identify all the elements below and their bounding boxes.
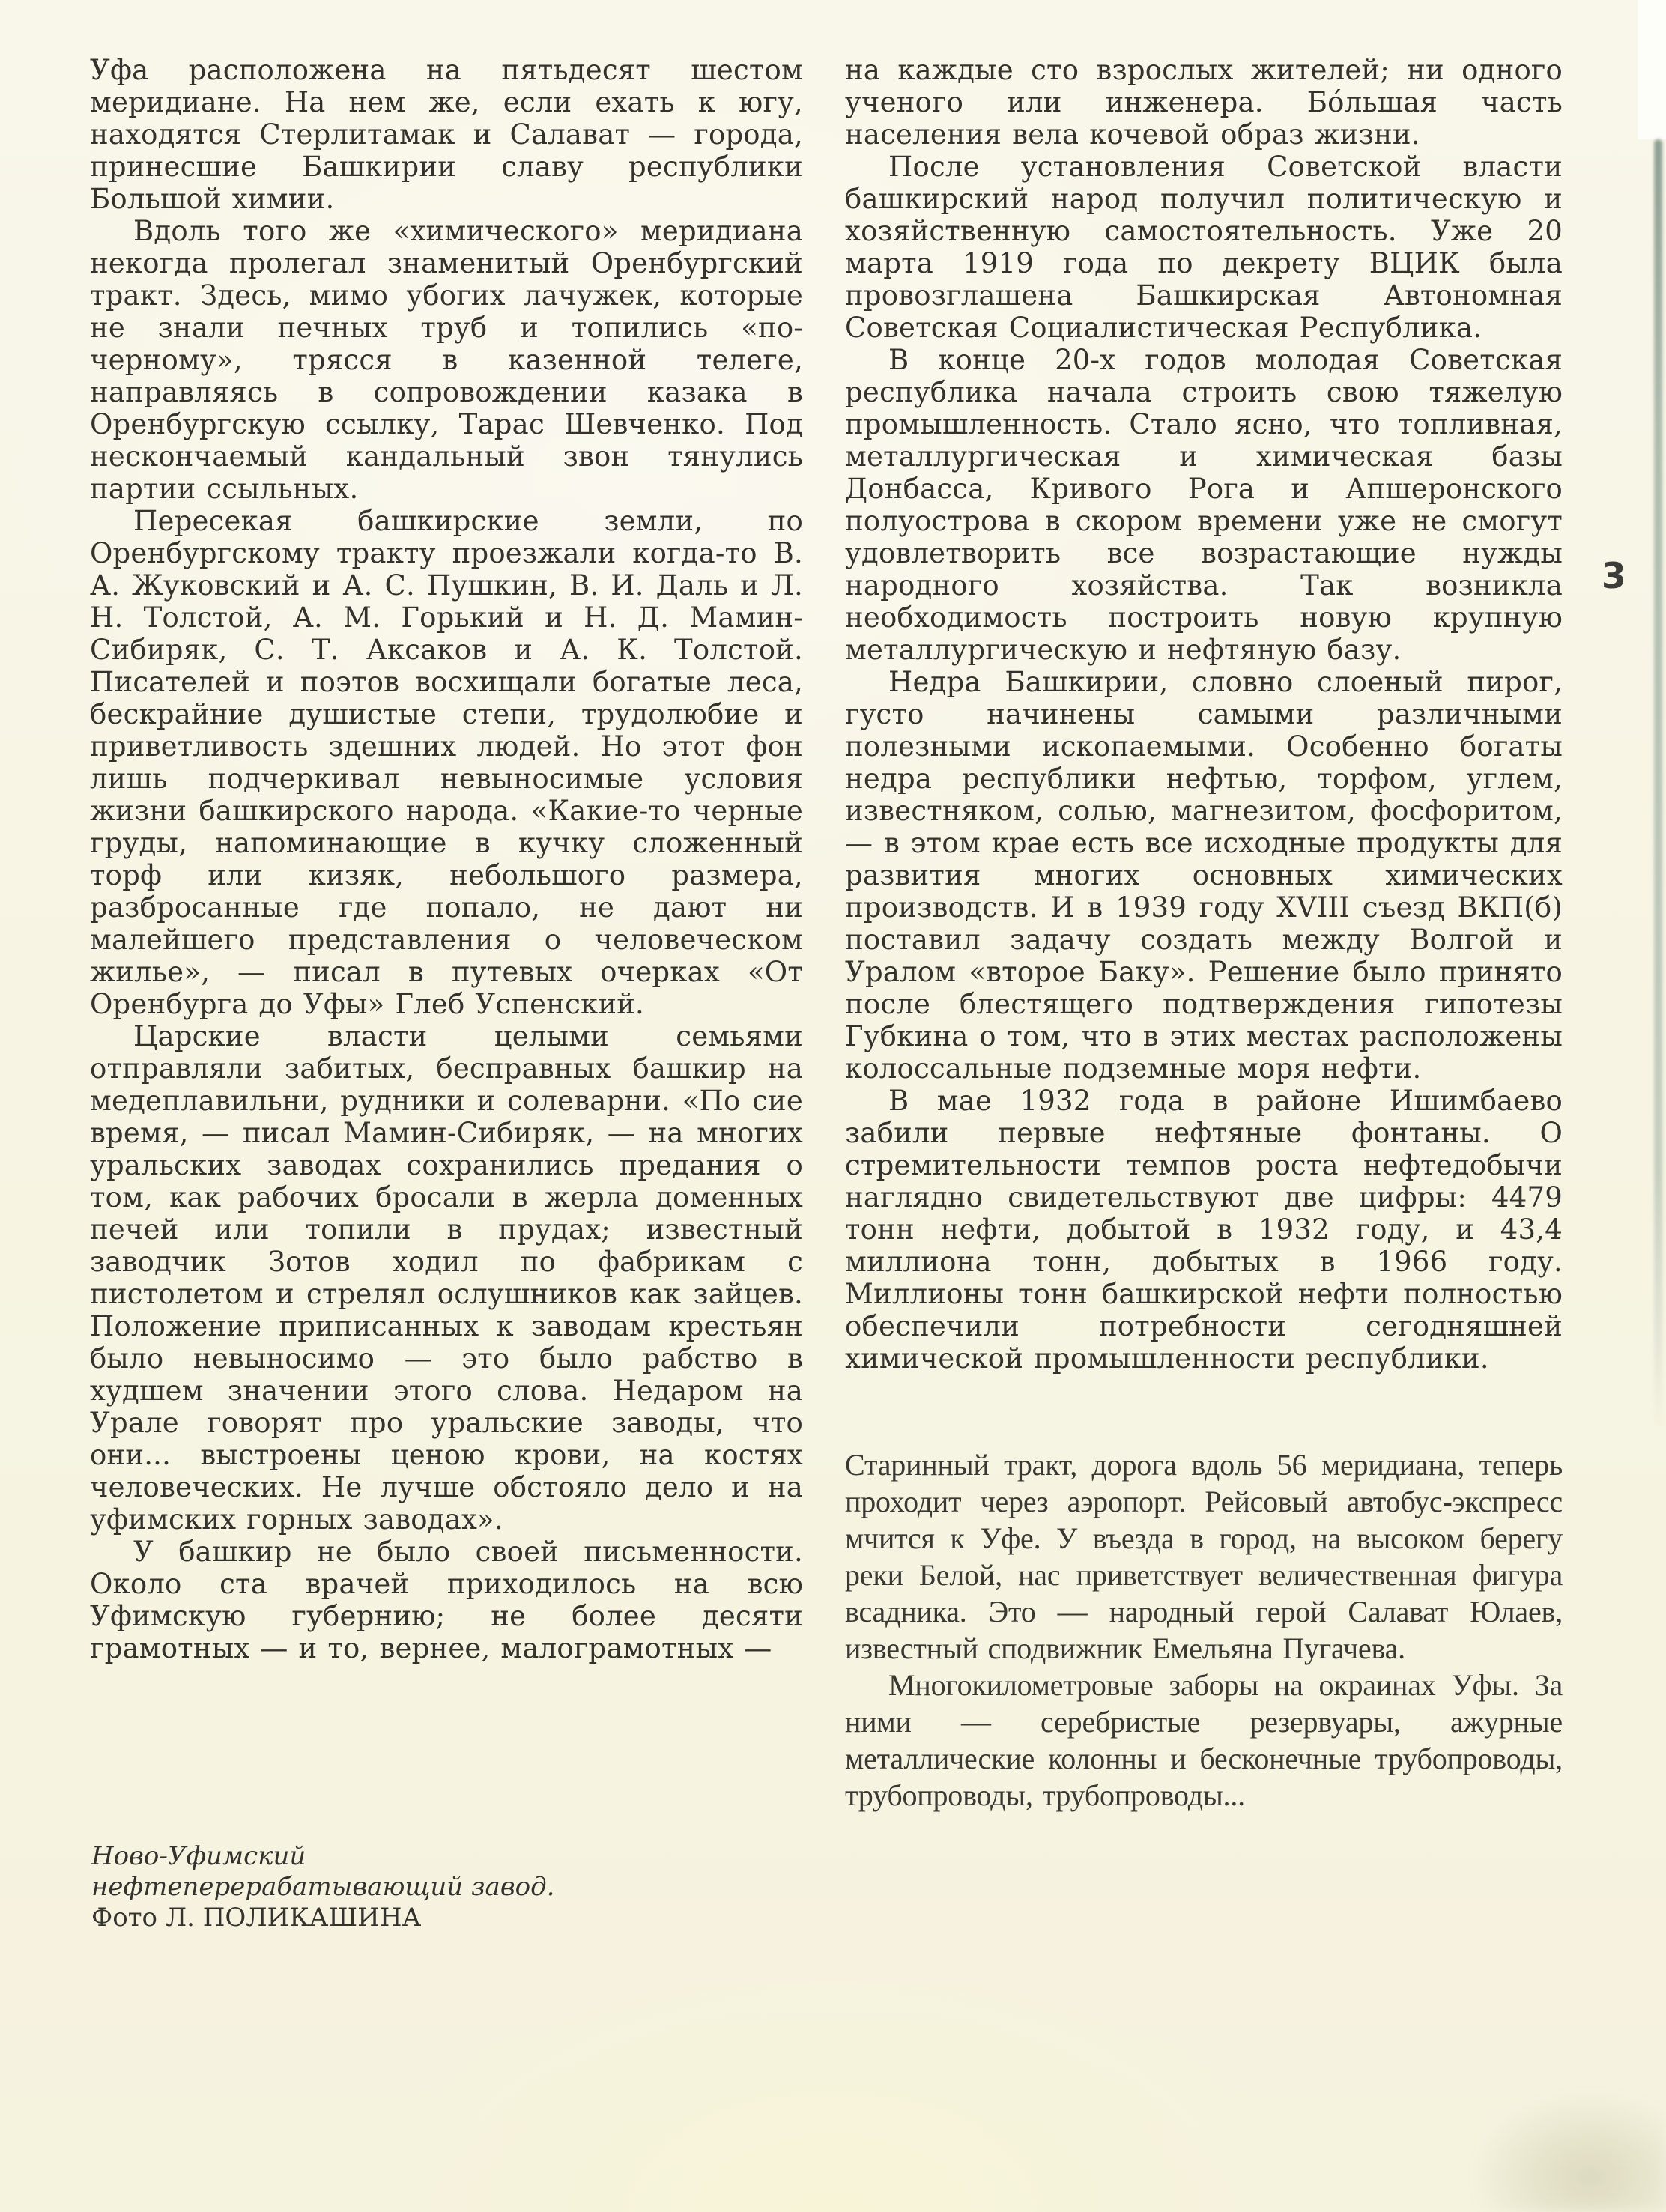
caption-photo-credit: Фото Л. ПОЛИКАШИНА — [91, 1903, 422, 1933]
scan-edge-strip — [1654, 139, 1662, 1428]
caption-line-2: нефтеперерабатывающий завод. — [91, 1872, 555, 1902]
paragraph: на каждые сто взрослых жителей; ни одного ученого или инженера. Бо́льшая часть населения вела кочевой образ жизни. — [845, 54, 1563, 151]
paragraph: После установления Советской власти башкирский народ получил политическую и хозяйственную самостоятельность. Уже 20 марта 1919 года по декрету ВЦИК была провозглашена Башкирская Автономная Советская Социалистическая Республика. — [845, 151, 1563, 344]
paragraph: Вдоль того же «химического» меридиана некогда пролегал знаменитый Оренбургский тракт. Здесь, мимо убогих лачужек, которые не знали печных труб и топились «по-черному», трясся в казенной телеге, направляясь в сопровождении казака в Оренбургскую ссылку, Тарас Шевченко. Под нескончаемый кандальный звон тянулись партии ссыльных. — [90, 215, 803, 505]
page-number: 3 — [1602, 556, 1626, 597]
paragraph: В конце 20-х годов молодая Советская республика начала строить свою тяжелую промышленность. Стало ясно, что топливная, металлургическая и химическая базы Донбасса, Кривого Рога и Апшеронского полуострова в скором времени уже не смогут удовлетворить все возрастающие нужды народного хозяйства. Так возникла необходимость построить новую крупную металлургическую и нефтяную базу. — [845, 344, 1563, 666]
paragraph: У башкир не было своей письменности. Около ста врачей приходилось на всю Уфимскую губернию; не более десяти грамотных — и то, вернее, малограмотных — — [90, 1536, 803, 1664]
paragraph: Недра Башкирии, словно слоеный пирог, густо начинены самыми различными полезными ископаемыми. Особенно богаты недра республики нефтью, торфом, углем, известняком, солью, магнезитом, фосфоритом, — в этом крае есть все исходные продукты для развития многих основных химических производств. И в 1939 году XVIII съезд ВКП(б) поставил задачу создать между Волгой и Уралом «второе Баку». Решение было принято после блестящего подтверждения гипотезы Губкина о том, что в этих местах расположены колоссальные подземные моря нефти. — [845, 666, 1563, 1085]
caption-line-1: Ново-Уфимский — [91, 1841, 306, 1871]
scan-corner-light — [1638, 0, 1666, 139]
paragraph: В мае 1932 года в районе Ишимбаево забили первые нефтяные фонтаны. О стремительности темпов роста нефтедобычи наглядно свидетельствуют две цифры: 4479 тонн нефти, добытой в 1932 году, и 43,4 миллиона тонн, добытых в 1966 году. Миллионы тонн башкирской нефти полностью обеспечили потребности сегодняшней химической промышленности республики. — [845, 1085, 1563, 1375]
paragraph: Многокилометровые заборы на окраинах Уфы. За ними — серебристые резервуары, ажурные металлические колонны и бесконечные трубопроводы, трубопроводы, трубопроводы... — [845, 1668, 1563, 1812]
paragraph: Царские власти целыми семьями отправляли забитых, бесправных башкир на медеплавильни, рудники и солеварни. «По сие время, — писал Мамин-Сибиряк, — на многих уральских заводах сохранились предания о том, как рабочих бросали в жерла доменных печей или топили в прудах; известный заводчик Зотов ходил по фабрикам с пистолетом и стрелял ослушников как зайцев. Положение приписанных к заводам крестьян было невыносимо — это было рабство в худшем значении этого слова. Недаром на Урале говорят про уральские заводы, что они... выстроены ценою крови, на костях человеческих. Не лучше обстояло дело и на уфимских горных заводах». — [90, 1020, 803, 1536]
paragraph: Уфа расположена на пятьдесят шестом меридиане. На нем же, если ехать к югу, находятся Стерлитамак и Салават — города, принесшие Башкирии славу республики Большой химии. — [90, 54, 803, 215]
scan-corner-smudge — [1396, 2017, 1666, 2212]
photo-caption — [91, 1841, 556, 1933]
left-text-column — [90, 54, 803, 1664]
paragraph: Старинный тракт, дорога вдоль 56 меридиана, теперь проходит через аэропорт. Рейсовый автобус-экспресс мчится к Уфе. У въезда в город, на высоком берегу реки Белой, нас приветствует величественная фигура всадника. Это — народный герой Салават Юлаев, известный сподвижник Емельяна Пугачева. — [845, 1448, 1563, 1665]
paragraph: Пересекая башкирские земли, по Оренбургскому тракту проезжали когда-то В. А. Жуковский и А. С. Пушкин, В. И. Даль и Л. Н. Толстой, А. М. Горький и Н. Д. Мамин-Сибиряк, С. Т. Аксаков и А. К. Толстой. Писателей и поэтов восхищали богатые леса, бескрайние душистые степи, трудолюбие и приветливость здешних людей. Но этот фон лишь подчеркивал невыносимые условия жизни башкирского народа. «Какие-то черные груды, напоминающие в кучку сложенный торф или кизяк, небольшого размера, разбросанные где попало, не дают ни малейшего представления о человеческом жилье», — писал в путевых очерках «От Оренбурга до Уфы» Глеб Успенский. — [90, 505, 803, 1020]
right-text-column — [845, 54, 1563, 1813]
